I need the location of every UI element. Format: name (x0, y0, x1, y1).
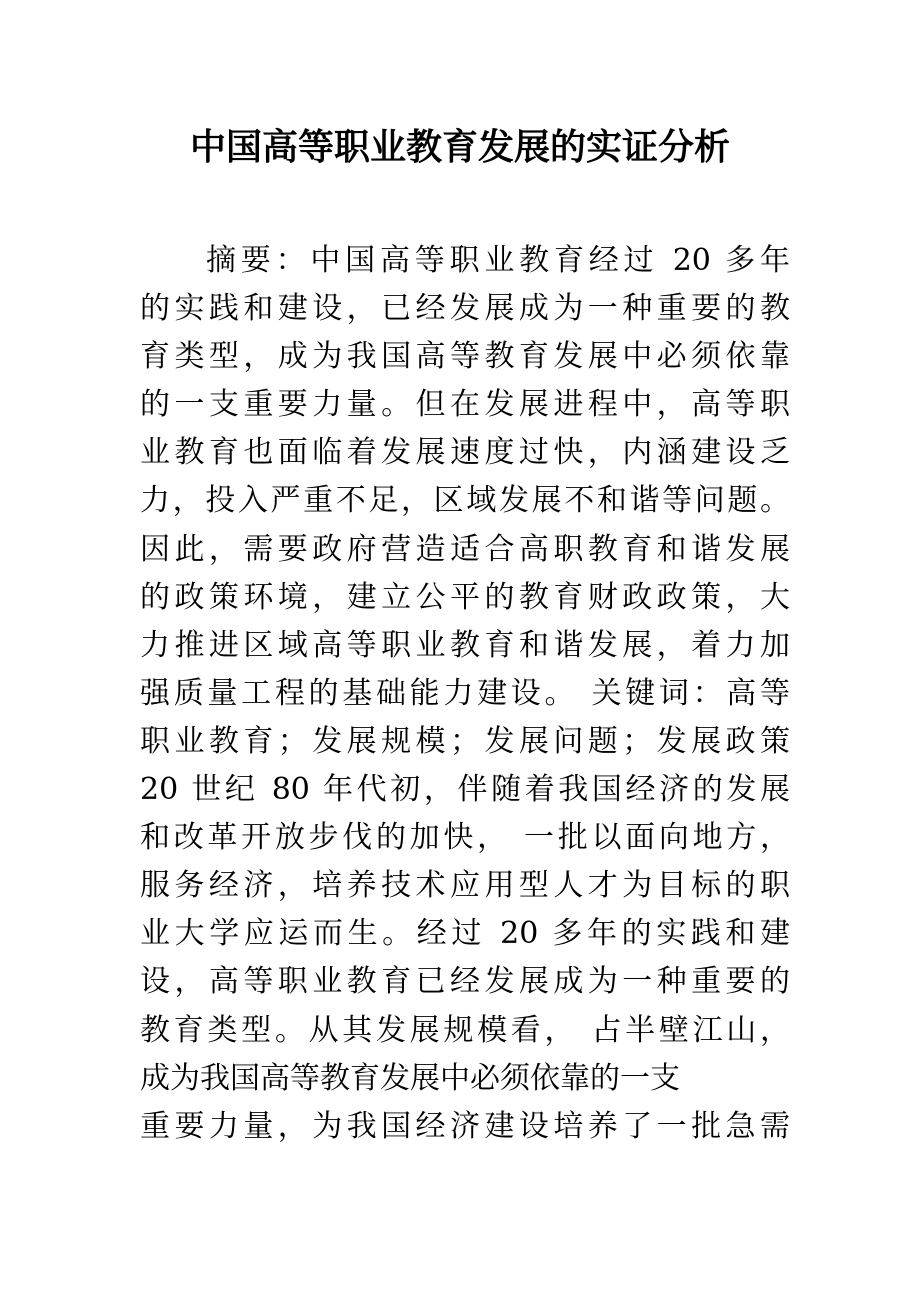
body-line: 摘要：中国高等职业教育经过 20 多年 (206, 243, 790, 278)
body-line: 职业教育；发展规模；发展问题；发展政策 (140, 723, 790, 759)
body-line: 的政策环境，建立公平的教育财政政策，大 (140, 579, 790, 615)
body-line: 和改革开放步伐的加快， 一批以面向地方， (140, 820, 790, 856)
document-title: 中国高等职业教育发展的实证分析 (189, 127, 730, 168)
body-line: 20 世纪 80 年代初，伴随着我国经济的发展 (140, 772, 790, 808)
body-line: 设，高等职业教育已经发展成为一种重要的 (140, 964, 790, 1000)
body-line: 业教育也面临着发展速度过快，内涵建设乏 (140, 435, 790, 471)
body-line: 重要力量，为我国经济建设培养了一批急需 (140, 1108, 790, 1144)
body-line: 因此，需要政府营造适合高职教育和谐发展 (140, 531, 790, 567)
body-line: 服务经济，培养技术应用型人才为目标的职 (140, 868, 790, 904)
body-line: 的一支重要力量。但在发展进程中，高等职 (140, 387, 790, 423)
body-line: 育类型，成为我国高等教育发展中必须依靠 (140, 339, 790, 375)
body-line: 力，投入严重不足，区域发展不和谐等问题。 (140, 483, 790, 519)
body-line: 的实践和建设，已经发展成为一种重要的教 (140, 291, 790, 327)
document-body (140, 237, 790, 1151)
body-line: 成为我国高等教育发展中必须依靠的一支 (140, 1060, 680, 1096)
body-line: 力推进区域高等职业教育和谐发展，着力加 (140, 627, 790, 663)
body-line: 强质量工程的基础能力建设。 关键词：高等 (140, 675, 790, 711)
body-line: 教育类型。从其发展规模看， 占半壁江山， (140, 1012, 790, 1048)
body-line: 业大学应运而生。经过 20 多年的实践和建 (140, 916, 790, 952)
